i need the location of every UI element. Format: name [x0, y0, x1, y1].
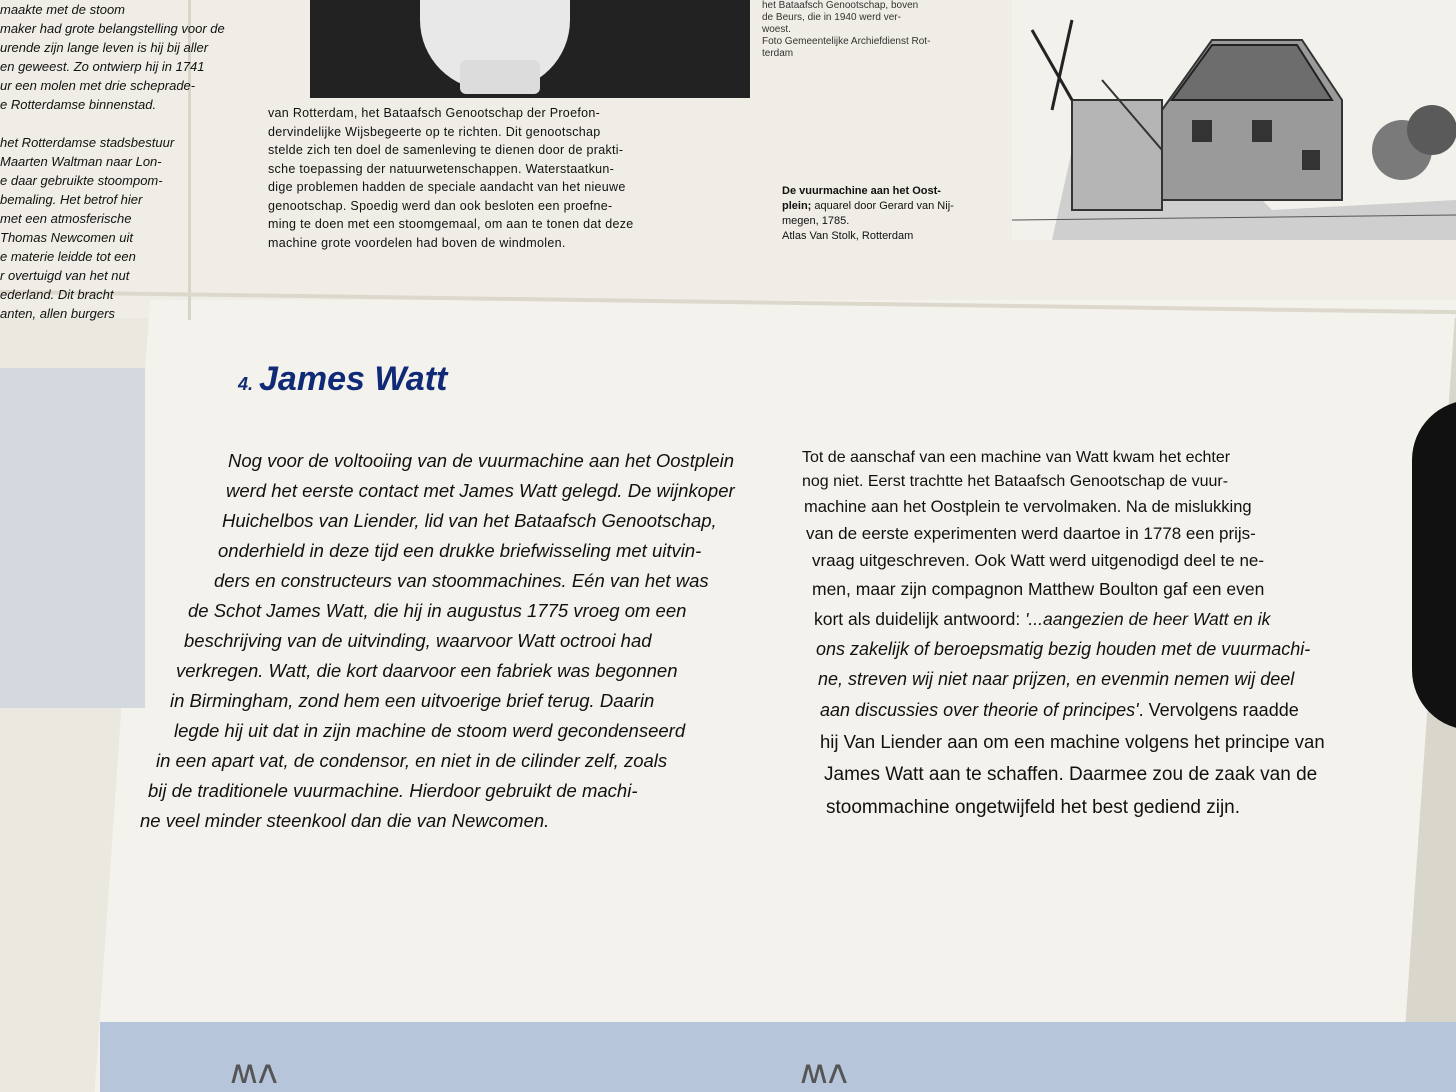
- text-line: machine grote voordelen had boven de windmolen.: [268, 235, 566, 250]
- text-line: woest.: [762, 24, 791, 35]
- text-line: legde hij uit dat in zijn machine de stoom werd gecondenseerd: [174, 720, 686, 741]
- section-title: James Watt: [259, 360, 448, 398]
- text-line: vraag uitgeschreven. Ook Watt werd uitgenodigd deel te ne-: [812, 551, 1265, 570]
- text-line: terdam: [762, 48, 794, 59]
- text-line: verkregen. Watt, die kort daarvoor een fabriek was begonnen: [176, 660, 678, 681]
- text-line: e materie leidde tot een: [0, 249, 136, 264]
- steam-engine-drawing: [1012, 0, 1456, 240]
- top-right-caption-fragment: [762, 0, 1002, 60]
- text-line: nog niet. Eerst trachtte het Bataafsch Genootschap de vuur-: [802, 473, 1229, 490]
- text-line: stoommachine ongetwijfeld het best gediend zijn.: [826, 797, 1241, 818]
- text-line: het Bataafsch Genootschap, boven: [762, 0, 919, 11]
- text-line: Maarten Waltman naar Lon-: [0, 154, 162, 169]
- caption-text: aquarel door Gerard van Nij-: [811, 200, 954, 212]
- caption-title: De vuurmachine aan het Oost-: [782, 185, 941, 197]
- text-line: sche toepassing der natuurwetenschappen. Waterstaatkun-: [268, 161, 615, 176]
- text-line: hij Van Liender aan om een machine volgens het principe van: [820, 731, 1325, 752]
- body-column-left: [140, 446, 780, 836]
- text-line: kort als duidelijk antwoord:: [814, 609, 1026, 629]
- text-line: Huichelbos van Liender, lid van het Bataafsch Genootschap,: [222, 510, 717, 531]
- text-line: bemaling. Het betrof hier: [0, 192, 143, 207]
- text-line: maakte met de stoom: [0, 2, 125, 17]
- text-line: maker had grote belangstelling voor de: [0, 21, 225, 36]
- text-line: men, maar zijn compagnon Matthew Boulton gaf een even: [812, 579, 1265, 599]
- top-middle-paragraph: [268, 104, 758, 252]
- text-line: en geweest. Zo ontwierp hij in 1741: [0, 59, 205, 74]
- text-line: ming te doen met een stoomgemaal, om aan te tonen dat deze: [268, 217, 634, 231]
- quote-text: '...aangezien de heer Watt en ik: [1025, 609, 1271, 629]
- quote-text: ons zakelijk of beroepsmatig bezig houden met de vuurmachi-: [816, 639, 1311, 659]
- text-line: in Birmingham, zond hem een uitvoerige brief terug. Daarin: [170, 690, 655, 711]
- text-line: bij de traditionele vuurmachine. Hierdoor gebruikt de machi-: [148, 780, 638, 801]
- text-line: in een apart vat, de condensor, en niet in de cilinder zelf, zoals: [156, 750, 668, 771]
- text-line: genootschap. Spoedig werd dan ook besloten een proefne-: [268, 198, 613, 213]
- text-line: met een atmosferische: [0, 211, 132, 226]
- top-left-text-fragment: [0, 0, 245, 323]
- text-line: r overtuigd van het nut: [0, 268, 130, 283]
- sketch-mark-left: ʍʌ: [230, 1052, 278, 1092]
- sketch-mark-right: ʍʌ: [800, 1052, 848, 1092]
- caption-credit: Atlas Van Stolk, Rotterdam: [782, 230, 914, 242]
- text-line: de Beurs, die in 1940 werd ver-: [762, 12, 901, 23]
- bust-pedestal: [460, 60, 540, 94]
- text-line: het Rotterdamse stadsbestuur: [0, 135, 175, 150]
- text-line: werd het eerste contact met James Watt gelegd. De wijnkoper: [226, 480, 735, 501]
- caption-text: megen, 1785.: [782, 215, 850, 227]
- bottom-blue-band: [100, 1022, 1456, 1092]
- text-line: James Watt aan te schaffen. Daarmee zou de zaak van de: [824, 764, 1318, 785]
- text-line: Tot de aanschaf van een machine van Watt kwam het echter: [802, 449, 1231, 466]
- text-line: onderhield in deze tijd een drukke briefwisseling met uitvin-: [218, 540, 702, 561]
- text-line: dige problemen hadden de speciale aandacht van het nieuwe: [268, 180, 626, 194]
- quote-text: ne, streven wij niet naar prijzen, en evenmin nemen wij deel: [818, 669, 1295, 689]
- text-line: beschrijving van de uitvinding, waarvoor Watt octrooi had: [184, 630, 652, 651]
- text-line: ders en constructeurs van stoommachines. Eén van het was: [214, 570, 709, 591]
- text-line: van de eerste experimenten werd daartoe in 1778 een prijs-: [806, 524, 1256, 543]
- dark-portrait-edge: [1412, 400, 1456, 730]
- bust-photograph: [310, 0, 750, 98]
- text-line: stelde zich ten doel de samenleving te dienen door de prakti-: [268, 143, 624, 157]
- quote-text: aan discussies over theorie of principes': [820, 700, 1139, 720]
- image-caption: [782, 184, 1012, 244]
- text-line: Nog voor de voltooiing van de vuurmachine aan het Oostplein: [228, 450, 734, 471]
- text-line: ne veel minder steenkool dan die van Newcomen.: [140, 810, 550, 831]
- text-line: e daar gebruikte stoompom-: [0, 173, 163, 188]
- text-line: e Rotterdamse binnenstad.: [0, 97, 157, 112]
- text-line: dervindelijke Wijsbegeerte op te richten. Dit genootschap: [268, 124, 601, 139]
- text-line: Thomas Newcomen uit: [0, 230, 133, 245]
- body-column-right: [798, 446, 1358, 824]
- text-line: machine aan het Oostplein te vervolmaken. Na de mislukking: [804, 498, 1252, 516]
- text-line: ederland. Dit bracht: [0, 287, 114, 302]
- text-line: van Rotterdam, het Bataafsch Genootschap der Proefon-: [268, 106, 601, 120]
- caption-title: plein;: [782, 200, 812, 212]
- text-line: ur een molen met drie schepradе-: [0, 78, 196, 93]
- text-line: . Vervolgens raadde: [1138, 700, 1299, 720]
- left-grey-panel: [0, 368, 145, 708]
- text-line: Foto Gemeentelijke Archiefdienst Rot-: [762, 36, 931, 47]
- text-line: [0, 114, 245, 133]
- section-number: 4.: [238, 374, 254, 394]
- text-line: urende zijn lange leven is hij bij aller: [0, 40, 209, 55]
- text-line: de Schot James Watt, die hij in augustus 1775 vroeg om een: [188, 600, 687, 621]
- section-heading: [238, 360, 447, 399]
- text-line: anten, allen burgers: [0, 306, 115, 321]
